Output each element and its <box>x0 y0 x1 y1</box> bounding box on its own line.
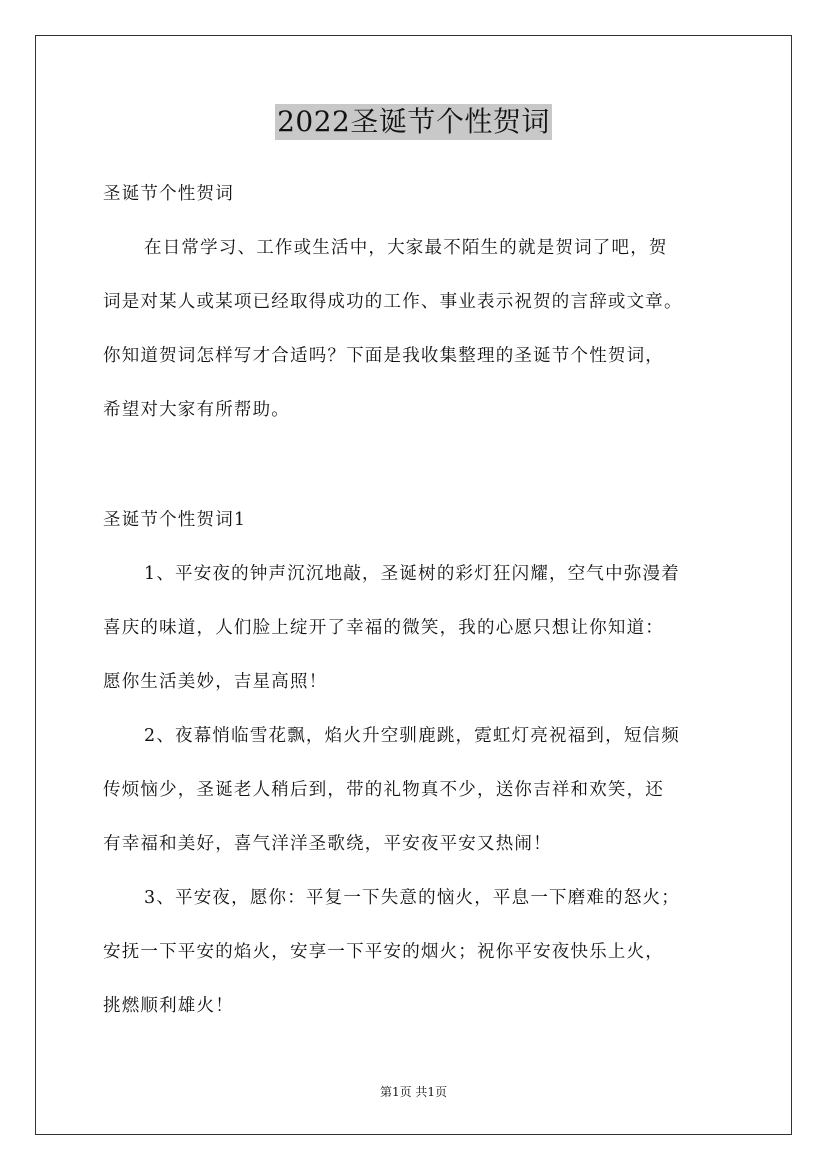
item2-line-1: 2、夜幕悄临雪花飘，焰火升空驯鹿跳，霓虹灯亮祝福到，短信频 <box>144 726 680 746</box>
item1-line-2: 喜庆的味道，人们脸上绽开了幸福的微笑，我的心愿只想让你知道： <box>103 618 664 638</box>
item2-line-2: 传烦恼少，圣诞老人稍后到，带的礼物真不少，送你吉祥和欢笑，还 <box>103 780 664 800</box>
section-heading: 圣诞节个性贺词1 <box>103 510 247 530</box>
page-footer: 第1页 共1页 <box>379 1085 448 1099</box>
item1-line-1: 1、平安夜的钟声沉沉地敲，圣诞树的彩灯狂闪耀，空气中弥漫着 <box>144 564 680 584</box>
item3-line-1: 3、平安夜，愿你：平复一下失意的恼火，平息一下磨难的怒火； <box>144 888 680 908</box>
subtitle: 圣诞节个性贺词 <box>103 184 234 204</box>
document-title: 2022圣诞节个性贺词 <box>277 105 550 138</box>
intro-line-2: 词是对某人或某项已经取得成功的工作、事业表示祝贺的言辞或文章。 <box>103 292 683 312</box>
item2-line-3: 有幸福和美好，喜气洋洋圣歌绕，平安夜平安又热闹！ <box>103 834 552 854</box>
intro-line-1: 在日常学习、工作或生活中，大家最不陌生的就是贺词了吧，贺 <box>144 238 668 258</box>
intro-line-4: 希望对大家有所帮助。 <box>103 400 290 420</box>
item3-line-3: 挑燃顺利雄火！ <box>103 996 234 1016</box>
intro-line-3: 你知道贺词怎样写才合适吗？下面是我收集整理的圣诞节个性贺词， <box>103 346 664 366</box>
item1-line-3: 愿你生活美妙，吉星高照！ <box>103 672 328 692</box>
item3-line-2: 安抚一下平安的焰火，安享一下平安的烟火；祝你平安夜快乐上火， <box>103 942 664 962</box>
title-wrap <box>0 104 827 140</box>
